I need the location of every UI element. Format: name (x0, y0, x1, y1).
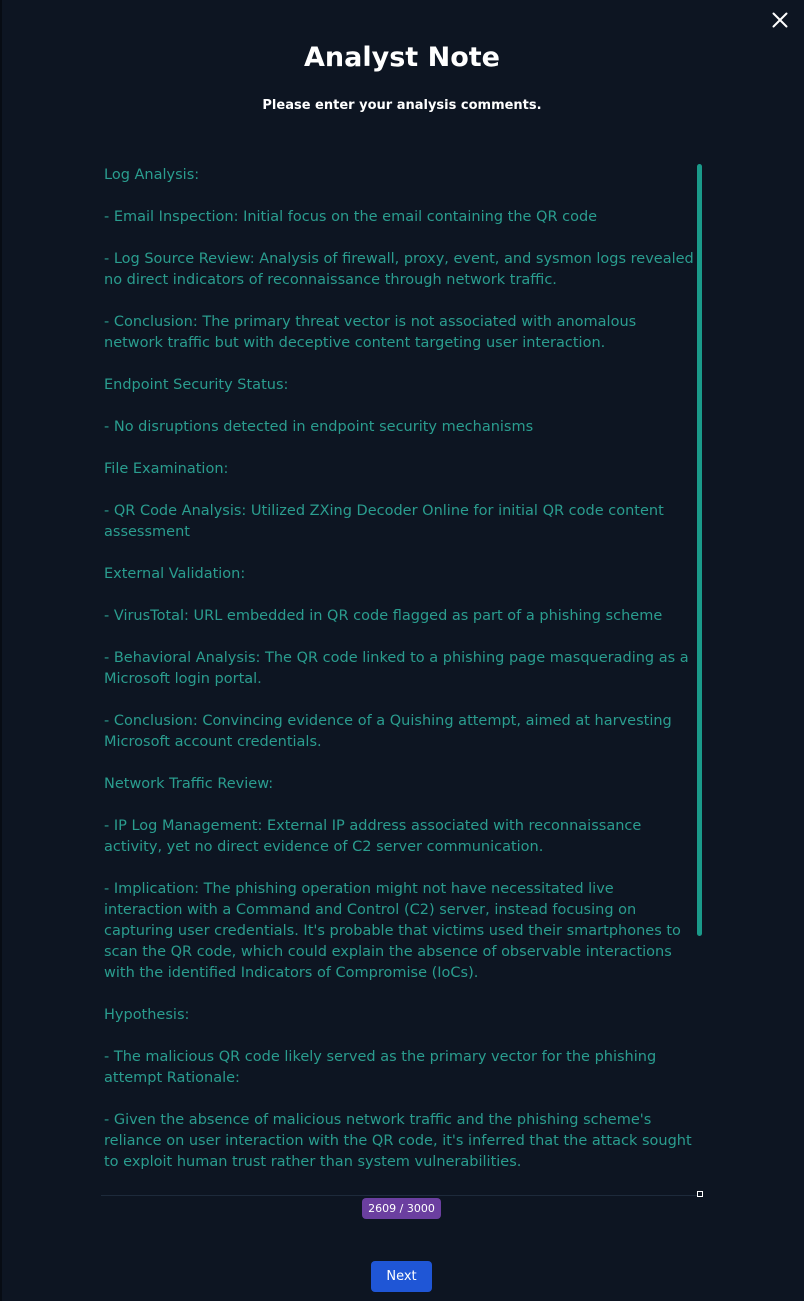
analyst-note-textarea[interactable] (101, 160, 697, 1196)
modal-subtitle: Please enter your analysis comments. (262, 98, 542, 113)
modal-title: Analyst Note (304, 42, 500, 73)
textarea-scrollbar-thumb[interactable] (697, 164, 702, 936)
character-count-badge: 2609 / 3000 (362, 1198, 441, 1219)
next-button[interactable]: Next (371, 1261, 432, 1292)
textarea-resize-handle[interactable] (697, 1191, 703, 1197)
note-field-container (101, 160, 704, 1198)
close-icon (772, 12, 788, 28)
modal-left-edge (0, 0, 2, 1301)
close-button[interactable] (766, 6, 794, 34)
